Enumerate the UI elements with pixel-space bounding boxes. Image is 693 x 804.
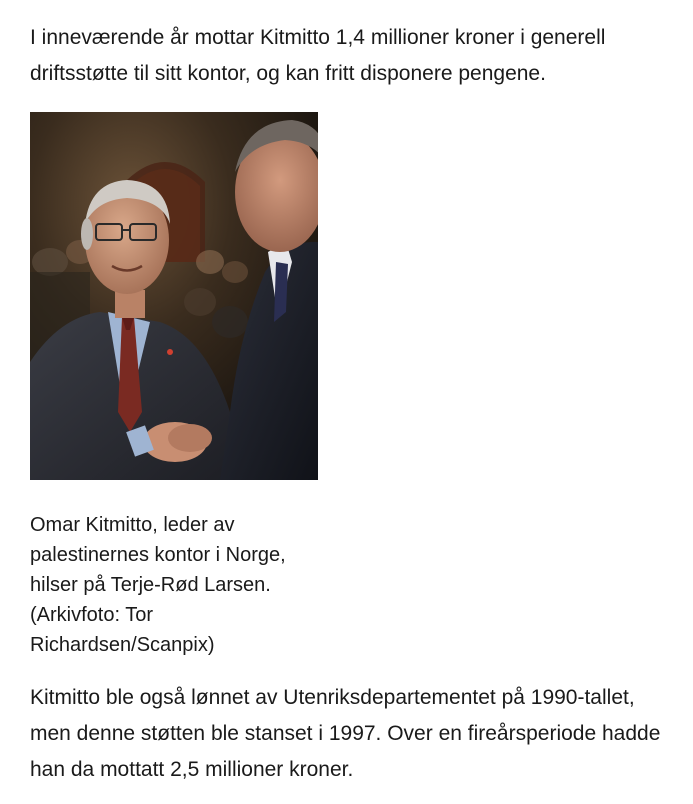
image-caption: Omar Kitmitto, leder av palestinernes kontor i Norge, hilser på Terje-Rød Larsen. (Arkivfoto: Tor Richardsen/Scanpix) <box>30 514 286 656</box>
article-paragraph: I inneværende år mottar Kitmitto 1,4 millioner kroner i generell driftsstøtte til sitt kontor, og kan fritt disponere pengene. <box>30 26 606 85</box>
article-figure <box>30 112 318 660</box>
article-paragraph: Kitmitto ble også lønnet av Utenriksdepartementet på 1990-tallet, men denne støtten ble stanset i 1997. Over en fireårsperiode hadde han da mottatt 2,5 millioner kroner. <box>30 686 661 781</box>
handshake-photo <box>30 112 318 480</box>
